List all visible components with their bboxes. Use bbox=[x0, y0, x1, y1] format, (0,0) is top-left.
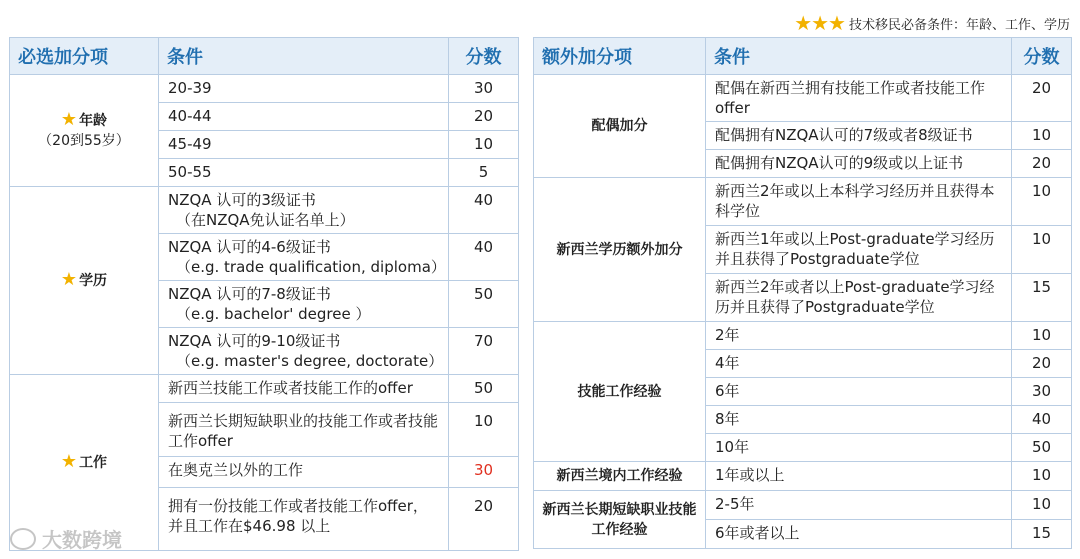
points-cell: 10 bbox=[1012, 122, 1072, 150]
header-points: 分数 bbox=[449, 38, 519, 75]
header-points: 分数 bbox=[1012, 38, 1072, 75]
condition-cell: 2年 bbox=[706, 322, 1012, 350]
points-cell: 10 bbox=[449, 403, 519, 457]
condition-cell: 10年 bbox=[706, 434, 1012, 462]
points-cell: 20 bbox=[1012, 75, 1072, 122]
points-cell: 40 bbox=[1012, 406, 1072, 434]
condition-cell bbox=[159, 328, 449, 375]
table-row bbox=[534, 75, 1072, 122]
points-cell: 30 bbox=[1012, 378, 1072, 406]
extra-points-table bbox=[533, 37, 1072, 549]
condition-line: NZQA 认可的3级证书 bbox=[168, 191, 316, 209]
points-cell: 20 bbox=[449, 488, 519, 551]
points-cell: 15 bbox=[1012, 520, 1072, 549]
points-cell: 20 bbox=[1012, 350, 1072, 378]
condition-line: NZQA 认可的9-10级证书 bbox=[168, 332, 341, 350]
points-cell: 50 bbox=[449, 375, 519, 403]
points-cell: 10 bbox=[449, 131, 519, 159]
table-row bbox=[10, 187, 519, 234]
points-cell: 70 bbox=[449, 328, 519, 375]
condition-cell: 40-44 bbox=[159, 103, 449, 131]
points-cell: 50 bbox=[1012, 434, 1072, 462]
points-cell: 10 bbox=[1012, 462, 1072, 491]
category-nz-education: 新西兰学历额外加分 bbox=[534, 178, 706, 322]
condition-cell: 新西兰技能工作或者技能工作的offer bbox=[159, 375, 449, 403]
points-cell: 10 bbox=[1012, 226, 1072, 274]
table-header-row bbox=[10, 38, 519, 75]
condition-cell: 6年 bbox=[706, 378, 1012, 406]
condition-cell: 新西兰2年或者以上Post-graduate学习经历并且获得了Postgraduate学位 bbox=[706, 274, 1012, 322]
condition-cell: 45-49 bbox=[159, 131, 449, 159]
table-row bbox=[534, 462, 1072, 491]
category-education bbox=[10, 187, 159, 375]
condition-cell: 2-5年 bbox=[706, 491, 1012, 520]
condition-cell: 8年 bbox=[706, 406, 1012, 434]
header-category: 必选加分项 bbox=[10, 38, 159, 75]
category-label: 年龄 bbox=[79, 113, 108, 129]
watermark bbox=[10, 524, 122, 553]
category-sub: （20到55岁） bbox=[38, 133, 130, 149]
category-label: 学历 bbox=[79, 273, 108, 289]
table-row bbox=[534, 491, 1072, 520]
condition-cell: 新西兰长期短缺职业的技能工作或者技能工作offer bbox=[159, 403, 449, 457]
condition-cell: 配偶拥有NZQA认可的9级或以上证书 bbox=[706, 150, 1012, 178]
legend bbox=[794, 12, 1070, 34]
required-points-table bbox=[9, 37, 519, 551]
condition-cell: 1年或以上 bbox=[706, 462, 1012, 491]
star-icon: ★★★ bbox=[794, 11, 845, 35]
points-cell: 30 bbox=[449, 457, 519, 488]
header-condition: 条件 bbox=[159, 38, 449, 75]
category-label: 工作 bbox=[79, 455, 108, 471]
condition-note: （在NZQA免认证名单上） bbox=[176, 211, 355, 229]
table-row bbox=[534, 178, 1072, 226]
condition-cell bbox=[159, 187, 449, 234]
brand-logo-icon bbox=[10, 528, 36, 550]
table-row bbox=[10, 375, 519, 403]
points-cell: 20 bbox=[1012, 150, 1072, 178]
header-category: 额外加分项 bbox=[534, 38, 706, 75]
points-cell: 50 bbox=[449, 281, 519, 328]
category-skilled-work: 技能工作经验 bbox=[534, 322, 706, 462]
points-cell: 5 bbox=[449, 159, 519, 187]
condition-cell: 拥有一份技能工作或者技能工作offer，并且工作在$46.98 以上 bbox=[159, 488, 449, 551]
points-cell: 10 bbox=[1012, 178, 1072, 226]
points-cell: 10 bbox=[1012, 322, 1072, 350]
condition-cell: 在奥克兰以外的工作 bbox=[159, 457, 449, 488]
condition-cell bbox=[159, 234, 449, 281]
header-condition: 条件 bbox=[706, 38, 1012, 75]
condition-cell: 50-55 bbox=[159, 159, 449, 187]
condition-cell: 6年或者以上 bbox=[706, 520, 1012, 549]
star-icon: ★ bbox=[60, 269, 78, 290]
points-cell: 30 bbox=[449, 75, 519, 103]
points-cell: 20 bbox=[449, 103, 519, 131]
points-cell: 40 bbox=[449, 234, 519, 281]
condition-note: （e.g. master's degree, doctorate） bbox=[176, 352, 444, 370]
condition-note: （e.g. bachelor' degree ） bbox=[176, 305, 371, 323]
category-partner: 配偶加分 bbox=[534, 75, 706, 178]
category-age bbox=[10, 75, 159, 187]
condition-line: NZQA 认可的4-6级证书 bbox=[168, 238, 331, 256]
points-cell: 10 bbox=[1012, 491, 1072, 520]
points-cell: 15 bbox=[1012, 274, 1072, 322]
condition-cell: 20-39 bbox=[159, 75, 449, 103]
table-header-row bbox=[534, 38, 1072, 75]
condition-cell: 配偶在新西兰拥有技能工作或者技能工作offer bbox=[706, 75, 1012, 122]
condition-cell: 配偶拥有NZQA认可的7级或者8级证书 bbox=[706, 122, 1012, 150]
points-cell: 40 bbox=[449, 187, 519, 234]
condition-cell: 4年 bbox=[706, 350, 1012, 378]
category-shortage: 新西兰长期短缺职业技能工作经验 bbox=[534, 491, 706, 549]
table-row bbox=[10, 75, 519, 103]
category-nz-work: 新西兰境内工作经验 bbox=[534, 462, 706, 491]
legend-text: 技术移民必备条件：年龄、工作、学历 bbox=[848, 17, 1070, 33]
condition-cell bbox=[159, 281, 449, 328]
table-row bbox=[534, 322, 1072, 350]
star-icon: ★ bbox=[60, 109, 78, 130]
condition-note: （e.g. trade qualification, diploma） bbox=[176, 258, 446, 276]
star-icon: ★ bbox=[60, 451, 78, 472]
condition-cell: 新西兰1年或以上Post-graduate学习经历并且获得了Postgraduate学位 bbox=[706, 226, 1012, 274]
condition-line: NZQA 认可的7-8级证书 bbox=[168, 285, 331, 303]
condition-cell: 新西兰2年或以上本科学习经历并且获得本科学位 bbox=[706, 178, 1012, 226]
watermark-text: 大数跨境 bbox=[42, 528, 122, 552]
